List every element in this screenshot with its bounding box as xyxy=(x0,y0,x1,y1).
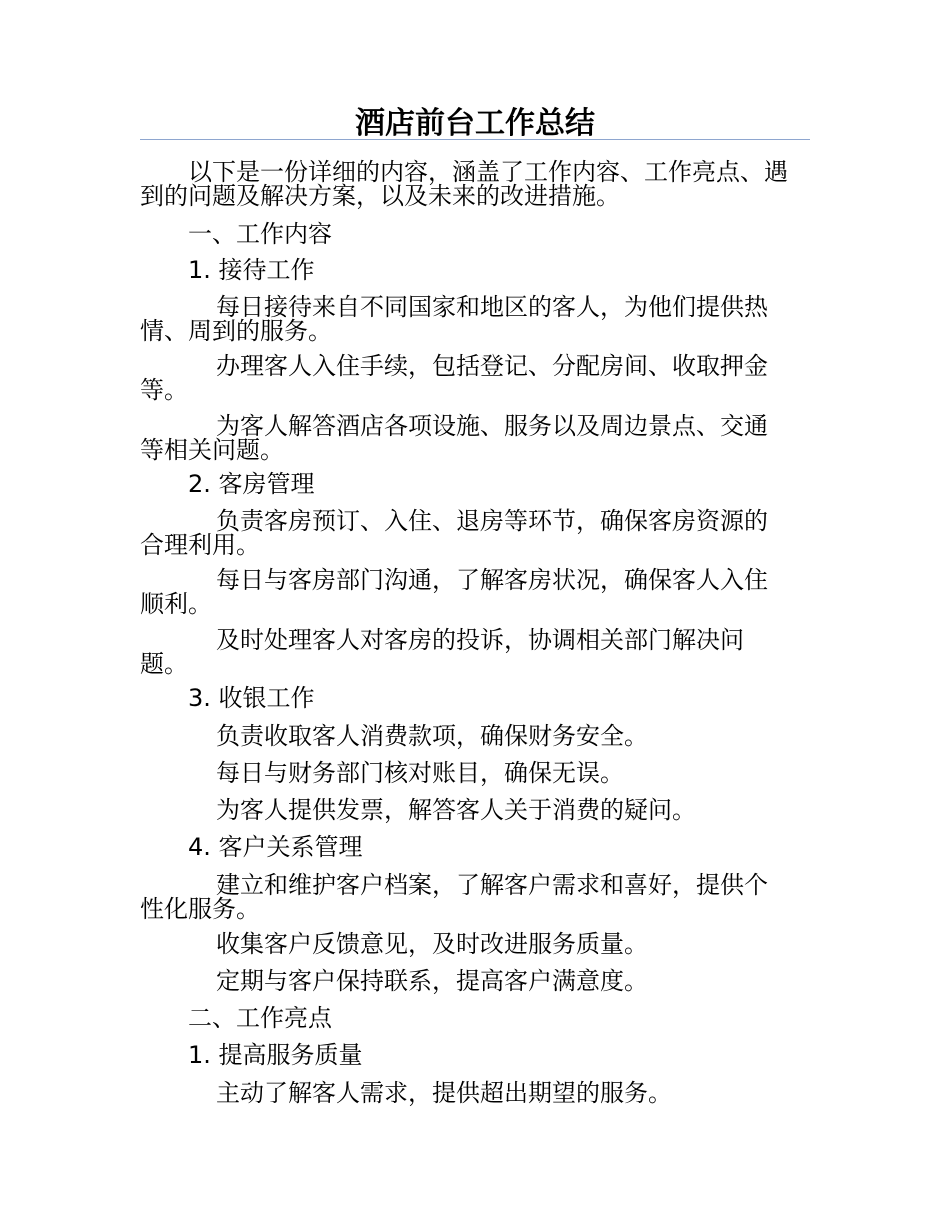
list-item-line-wrap: 性化服务。 xyxy=(140,895,260,923)
section-heading-highlights: 二、工作亮点 xyxy=(188,1004,332,1032)
list-item-line: 为客人提供发票，解答客人关于消费的疑问。 xyxy=(216,796,696,824)
list-item-line-wrap: 顺利。 xyxy=(140,590,212,618)
intro-paragraph-line-1: 以下是一份详细的内容，涵盖了工作内容、工作亮点、遇 xyxy=(188,158,788,186)
list-item-line: 定期与客户保持联系，提高客户满意度。 xyxy=(216,967,648,995)
title-underline xyxy=(140,139,810,140)
list-item-line-wrap: 等。 xyxy=(140,376,188,404)
list-item-line: 负责收取客人消费款项，确保财务安全。 xyxy=(216,722,648,750)
list-item-line: 及时处理客人对客房的投诉，协调相关部门解决问 xyxy=(216,626,744,654)
list-item-line-wrap: 情、周到的服务。 xyxy=(140,317,332,345)
document-title: 酒店前台工作总结 xyxy=(355,106,595,141)
list-item-line-wrap: 合理利用。 xyxy=(140,531,260,559)
list-item-line: 每日与财务部门核对账目，确保无误。 xyxy=(216,759,624,787)
list-item-line-wrap: 等相关问题。 xyxy=(140,436,284,464)
intro-paragraph-line-2: 到的问题及解决方案，以及未来的改进措施。 xyxy=(140,182,620,210)
list-item-line: 办理客人入住手续，包括登记、分配房间、收取押金 xyxy=(216,352,768,380)
subsection-heading-room-management: 2. 客房管理 xyxy=(188,470,315,498)
section-heading-work-content: 一、工作内容 xyxy=(188,220,332,248)
list-item-line: 负责客房预订、入住、退房等环节，确保客房资源的 xyxy=(216,507,768,535)
subsection-heading-cashier: 3. 收银工作 xyxy=(188,684,315,712)
list-item-line: 每日与客房部门沟通，了解客房状况，确保客人入住 xyxy=(216,566,768,594)
list-item-line: 建立和维护客户档案，了解客户需求和喜好，提供个 xyxy=(216,871,768,899)
subsection-heading-service-quality: 1. 提高服务质量 xyxy=(188,1041,363,1069)
list-item-line: 为客人解答酒店各项设施、服务以及周边景点、交通 xyxy=(216,412,768,440)
list-item-line: 收集客户反馈意见，及时改进服务质量。 xyxy=(216,930,648,958)
list-item-line-wrap: 题。 xyxy=(140,650,188,678)
list-item-line: 主动了解客人需求，提供超出期望的服务。 xyxy=(216,1079,672,1107)
subsection-heading-customer-relations: 4. 客户关系管理 xyxy=(188,833,363,861)
subsection-heading-reception: 1. 接待工作 xyxy=(188,256,315,284)
list-item-line: 每日接待来自不同国家和地区的客人，为他们提供热 xyxy=(216,293,768,321)
